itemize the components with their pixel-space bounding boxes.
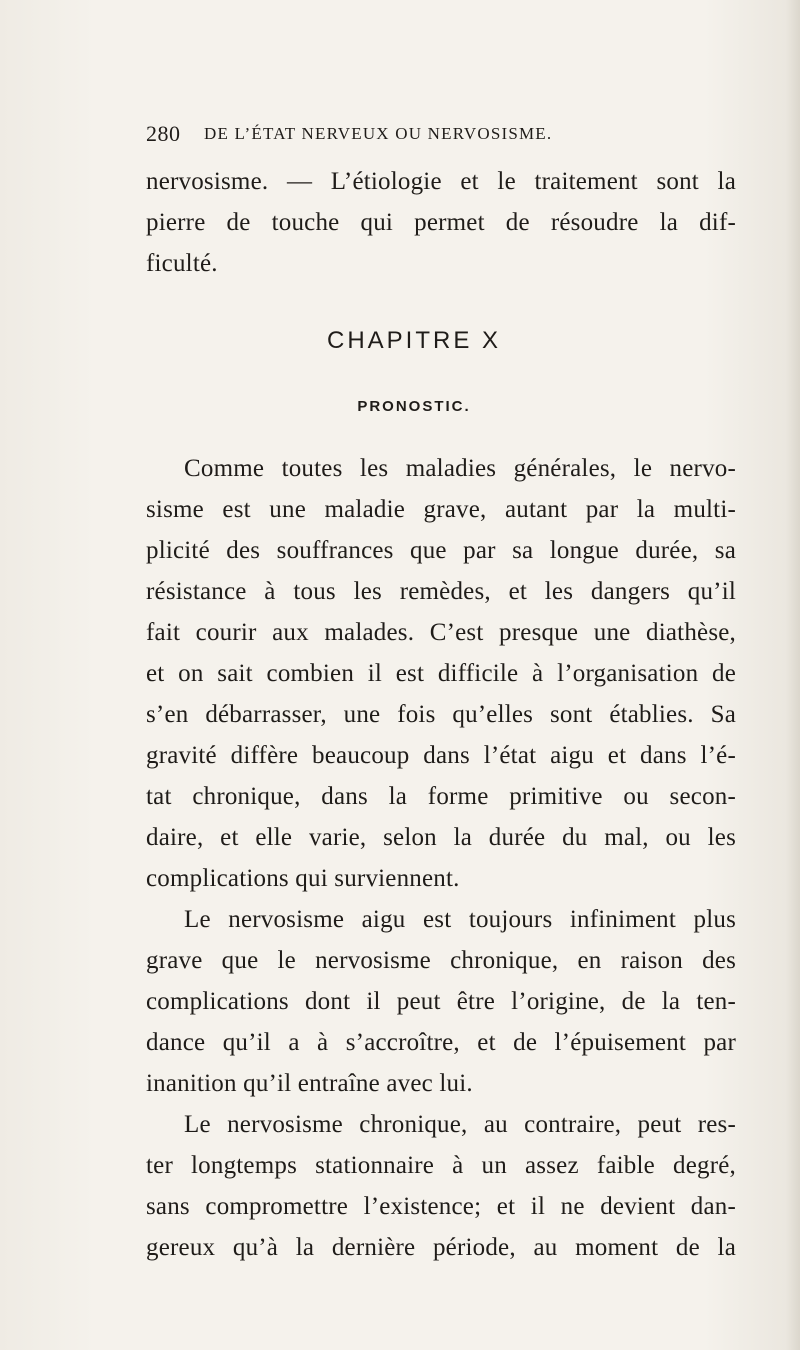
paragraph-line: Le nervosisme aigu est toujours infiniment plus (184, 906, 736, 933)
paragraph-line: complications dont il peut être l’origine, de la ten- (146, 988, 736, 1015)
paragraph-line: Le nervosisme chronique, au contraire, peut res- (184, 1111, 736, 1138)
chapter-subtitle: PRONOSTIC. (357, 398, 471, 415)
intro-line: ficulté. (146, 250, 218, 277)
paragraph-line: complications qui surviennent. (146, 865, 460, 892)
page-number: 280 (146, 121, 181, 146)
paragraph-line: résistance à tous les remèdes, et les dangers qu’il (146, 578, 736, 605)
intro-line: nervosisme. — L’étiologie et le traitement sont la (146, 168, 736, 195)
chapter-title: CHAPITRE X (326, 327, 502, 354)
paragraph-line: inanition qu’il entraîne avec lui. (146, 1070, 473, 1097)
paragraph-line: et on sait combien il est difficile à l’organisation de (146, 660, 736, 687)
paragraph-line: tat chronique, dans la forme primitive ou secon- (146, 783, 736, 810)
intro-line: pierre de touche qui permet de résoudre la dif- (146, 209, 736, 236)
running-head (146, 121, 746, 155)
paragraph-line: sisme est une maladie grave, autant par la multi- (146, 496, 736, 523)
paragraph-line: plicité des souffrances que par sa longue durée, sa (146, 537, 736, 564)
paragraph-line: s’en débarrasser, une fois qu’elles sont établies. Sa (146, 701, 736, 728)
page-edge-shadow (786, 0, 800, 1350)
paragraph-line: gereux qu’à la dernière période, au moment de la (146, 1234, 736, 1261)
paragraph-line: Comme toutes les maladies générales, le nervo- (184, 455, 736, 482)
paragraph-line: daire, et elle varie, selon la durée du mal, ou les (146, 824, 736, 851)
paragraph-line: dance qu’il a à s’accroître, et de l’épuisement par (146, 1029, 736, 1056)
paragraph-line: gravité diffère beaucoup dans l’état aigu et dans l’é- (146, 742, 736, 769)
paragraph-line: grave que le nervosisme chronique, en raison des (146, 947, 736, 974)
paragraph-line: ter longtemps stationnaire à un assez faible degré, (146, 1152, 736, 1179)
running-title: DE L’ÉTAT NERVEUX OU NERVOSISME. (204, 124, 553, 143)
paragraph-line: fait courir aux malades. C’est presque une diathèse, (146, 619, 736, 646)
paragraph-line: sans compromettre l’existence; et il ne devient dan- (146, 1193, 736, 1220)
